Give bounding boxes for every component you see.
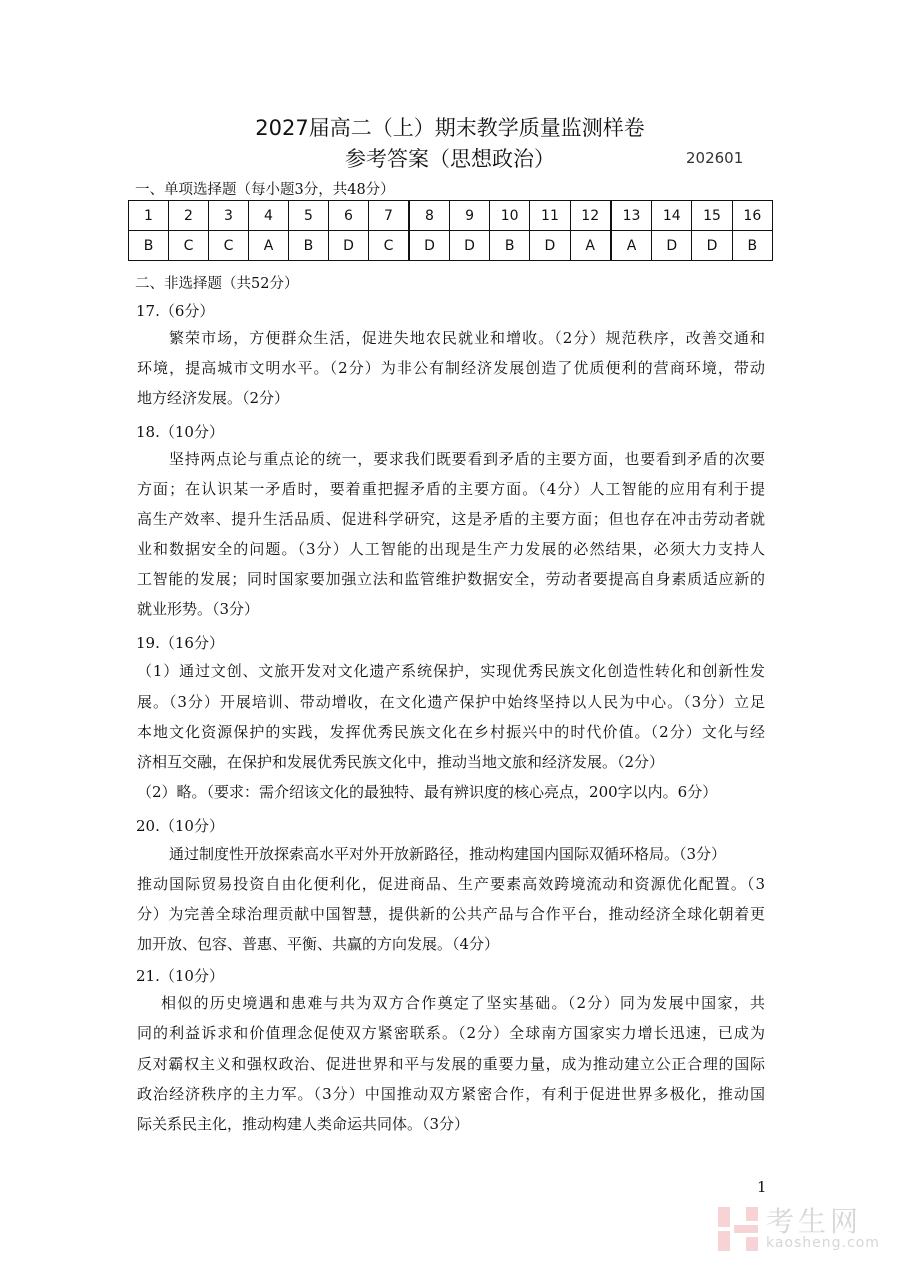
answer-text-line: 坚持两点论与重点论的统一，要求我们既要看到矛盾的主要方面，也要看到矛盾的次要: [169, 450, 765, 468]
answer-text-line: 通过制度性开放探索高水平对外开放新路径，推动构建国内国际双循环格局。（3分）: [169, 845, 727, 863]
watermark-url: kaosheng.com: [766, 1235, 880, 1251]
answer-cell: B: [732, 231, 772, 261]
section-multiple-choice-heading: 一、单项选择题（每小题3分，共48分）: [135, 182, 395, 198]
question-heading: 20.（10分）: [136, 817, 224, 835]
page-number: 1: [757, 1178, 767, 1196]
answer-text-line: （2）略。（要求：需介绍该文化的最独特、最有辨识度的核心亮点，200字以内。6分）: [137, 783, 718, 801]
answer-text-line: 同的利益诉求和价值理念促使双方紧密联系。（2分）全球南方国家实力增长迅速，已成为: [137, 1024, 765, 1042]
answer-text-line: 际关系民主化，推动构建人类命运共同体。（3分）: [137, 1115, 470, 1133]
question-number: 8: [409, 201, 450, 231]
answer-cell: D: [328, 231, 368, 261]
question-number: 4: [248, 201, 288, 231]
answer-text-line: 展。（3分）开展培训、带动增收，在文化遗产保护中始终坚持以人民为中心。（3分）立足: [137, 693, 765, 711]
document-title: 2027届高二（上）期末教学质量监测样卷: [255, 116, 645, 140]
answer-text-line: 高生产效率、提升生活品质、促进科学研究，这是矛盾的主要方面；但也存在冲击劳动者就: [137, 510, 765, 528]
answer-text-line: 推动国际贸易投资自由化便利化，促进商品、生产要素高效跨境流动和资源优化配置。（3: [137, 875, 765, 893]
answer-cell: A: [611, 231, 652, 261]
question-number: 1: [129, 201, 169, 231]
document-code: 202601: [686, 149, 744, 167]
answer-cell: A: [570, 231, 611, 261]
answer-cell: D: [652, 231, 692, 261]
question-number: 10: [490, 201, 530, 231]
question-number: 13: [611, 201, 652, 231]
answer-text-line: 分）为完善全球治理贡献中国智慧，提供新的公共产品与合作平台，推动经济全球化朝着更: [137, 905, 765, 923]
watermark-logo: [718, 1207, 880, 1251]
answer-text-line: （1）通过文创、文旅开发对文化遗产系统保护，实现优秀民族文化创造性转化和创新性发: [137, 662, 765, 680]
answer-cell: D: [450, 231, 490, 261]
answer-cell: C: [208, 231, 248, 261]
answer-cell: A: [248, 231, 288, 261]
answer-text-line: 环境，提高城市文明水平。（2分）为非公有制经济发展创造了优质便利的营商环境，带动: [137, 359, 765, 377]
answer-cell: D: [409, 231, 450, 261]
answer-cell: C: [168, 231, 208, 261]
answer-cell: B: [490, 231, 530, 261]
answer-text-line: 就业形势。（3分）: [137, 600, 260, 618]
answer-text-line: 政治经济秩序的主力军。（3分）中国推动双方紧密合作，有利于促进世界多极化，推动国: [137, 1085, 765, 1103]
answer-text-line: 本地文化资源保护的实践，发挥优秀民族文化在乡村振兴中的时代价值。（2分）文化与经: [137, 723, 765, 741]
section-open-heading: 二、非选择题（共52分）: [135, 276, 299, 292]
question-number: 14: [652, 201, 692, 231]
question-number-row: [129, 201, 773, 231]
question-number: 15: [692, 201, 732, 231]
answer-text-line: 地方经济发展。（2分）: [137, 389, 290, 407]
question-number: 16: [732, 201, 772, 231]
answer-text-line: 反对霸权主义和强权政治、促进世界和平与发展的重要力量，成为推动建立公正合理的国际: [137, 1055, 765, 1073]
question-heading: 19.（16分）: [136, 634, 224, 652]
question-heading: 18.（10分）: [136, 423, 224, 441]
answer-cell: C: [368, 231, 409, 261]
question-heading: 17.（6分）: [136, 302, 215, 320]
answer-text-line: 加开放、包容、普惠、平衡、共赢的方向发展。（4分）: [137, 935, 500, 953]
answer-text-line: 济相互交融，在保护和发展优秀民族文化中，推动当地文旅和经济发展。（2分）: [137, 753, 665, 771]
answer-row: [129, 231, 773, 261]
question-number: 2: [168, 201, 208, 231]
question-number: 6: [328, 201, 368, 231]
question-number: 12: [570, 201, 611, 231]
answer-text-line: 工智能的发展；同时国家要加强立法和监管维护数据安全，劳动者要提高自身素质适应新的: [137, 570, 765, 588]
question-number: 3: [208, 201, 248, 231]
answer-text-line: 方面；在认识某一矛盾时，要着重把握矛盾的主要方面。（4分）人工智能的应用有利于提: [137, 480, 765, 498]
answer-cell: D: [692, 231, 732, 261]
answer-cell: B: [288, 231, 328, 261]
answer-text-line: 繁荣市场，方便群众生活，促进失地农民就业和增收。（2分）规范秩序，改善交通和: [169, 329, 765, 347]
answer-table: [128, 200, 773, 261]
question-number: 9: [450, 201, 490, 231]
answer-cell: D: [530, 231, 570, 261]
answer-cell: B: [129, 231, 169, 261]
document-subtitle: 参考答案（思想政治）: [345, 147, 555, 171]
answer-text-line: 相似的历史境遇和患难与共为双方合作奠定了坚实基础。（2分）同为发展中国家，共: [161, 994, 765, 1012]
watermark-name: 考生网: [766, 1205, 863, 1238]
question-number: 7: [368, 201, 409, 231]
question-number: 11: [530, 201, 570, 231]
question-number: 5: [288, 201, 328, 231]
question-heading: 21.（10分）: [136, 967, 224, 985]
answer-text-line: 业和数据安全的问题。（3分）人工智能的出现是生产力发展的必然结果，必须大力支持人: [137, 540, 765, 558]
kaosheng-logo-icon: [718, 1207, 758, 1251]
